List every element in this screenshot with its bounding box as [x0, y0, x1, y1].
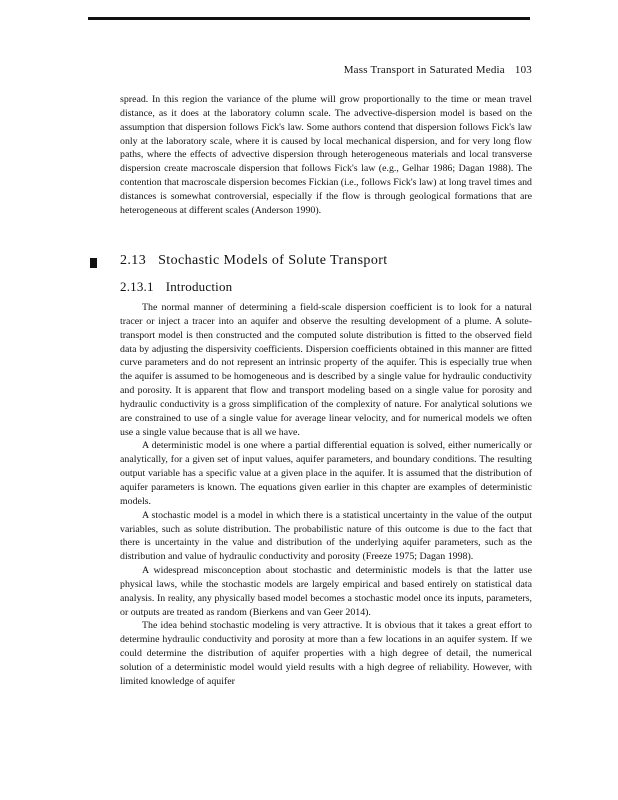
page-number: 103: [514, 64, 532, 76]
body-paragraph: The normal manner of determining a field-scale dispersion coefficient is to look for a natural tracer or inject a tracer into an aquifer and observe the resulting development of a plume. A solute-transport model is then constructed and the computed solute distribution is fitted to the observed field data by adjusting the dispersivity coefficients. Dispersion coefficients obtained in this manner are fitted curve parameters and do not represent an intrinsic property of the aquifer. This is especially true when the aquifer is assumed to be homogeneous and is described by a single value for hydraulic conductivity and porosity. It is apparent that flow and transport modeling based on a single value for porosity and hydraulic conductivity is a gross simplification of the complexity of nature. For analytical solutions we are constrained to use of a single value for average linear velocity, and for numerical models we often use a single value because that is all we have.: [120, 302, 532, 438]
running-header: [300, 64, 532, 76]
subsection-heading: [120, 279, 244, 295]
body-paragraph: A widespread misconception about stochastic and deterministic models is that the latter use physical laws, while the stochastic models are largely empirical and based entirely on statistical data analysis. In reality, any physically based model becomes a stochastic model once its inputs, parameters, or outputs are treated as random (Bierkens and van Geer 2014).: [120, 565, 532, 618]
intro-paragraph: spread. In this region the variance of the plume will grow proportionally to the time or mean travel distance, as it does at the laboratory column scale. The advective-dispersion model is based on the assumption that dispersion follows Fick's law. Some authors contend that dispersion follows Fick's law only at the laboratory scale, where it is caused by local mechanical dispersion, and for very long flow paths, where the effects of advective dispersion through heterogeneous materials and local transverse dispersion create macroscale dispersion that follows Fick's law (e.g., Gelhar 1986; Dagan 1988). The contention that macroscale dispersion becomes Fickian (i.e., follows Fick's law) at long travel times and distances is somewhat controversial, especially if the flow is through geological formations that are heterogeneous at different scales (Anderson 1990).: [120, 94, 532, 216]
section-title: Stochastic Models of Solute Transport: [158, 253, 388, 268]
body-text-block: [120, 301, 532, 689]
intro-text-block: [120, 93, 532, 218]
section-marker: [90, 258, 97, 268]
subsection-title: Introduction: [165, 279, 233, 294]
section-number: 2.13: [120, 253, 147, 268]
section-heading: [120, 253, 400, 269]
body-paragraph: The idea behind stochastic modeling is very attractive. It is obvious that it takes a great effort to determine hydraulic conductivity and porosity at more than a few locations in an aquifer system. If we could determine the distribution of aquifer properties with a high degree of detail, the numerical solution of a deterministic model would yield results with a high degree of reliability. However, with limited knowledge of aquifer: [120, 620, 532, 687]
body-paragraph: A stochastic model is a model in which there is a statistical uncertainty in the value of the output variables, such as solute distribution. The probabilistic nature of this outcome is due to the fact that there is uncertainty in the value and distribution of the underlying aquifer parameters, such as the distribution and value of hydraulic conductivity and porosity (Freeze 1975; Dagan 1998).: [120, 509, 532, 563]
body-paragraph: A deterministic model is one where a partial differential equation is solved, either numerically or analytically, for a given set of input values, aquifer parameters, and boundary conditions. The resulting output variable has a specific value at a given place in the aquifer. It is assumed that the distribution of aquifer parameters is known. The equations given earlier in this chapter are examples of deterministic models.: [120, 440, 532, 507]
running-title: Mass Transport in Saturated Media: [343, 64, 505, 76]
subsection-number: 2.13.1: [120, 279, 154, 294]
header-rule: [88, 17, 530, 20]
